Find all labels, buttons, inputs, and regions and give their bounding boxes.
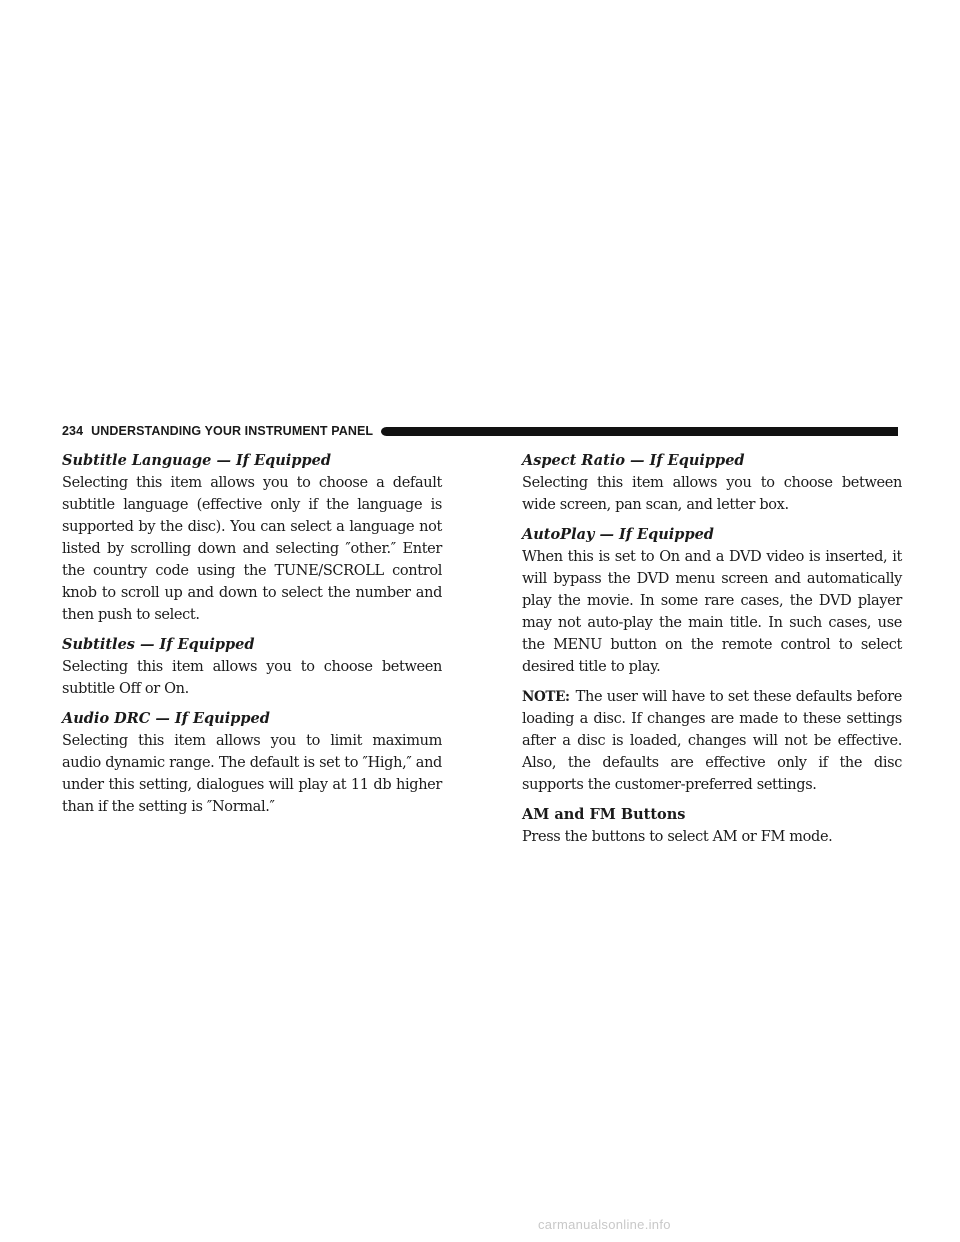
section-heading: Audio DRC — If Equipped: [62, 710, 270, 727]
section-title: UNDERSTANDING YOUR INSTRUMENT PANEL: [91, 424, 374, 438]
header-rule: [381, 427, 898, 436]
right-column: [522, 450, 902, 856]
section-am-fm-buttons: [522, 804, 902, 848]
section-body: Selecting this item allows you to choose between subtitle Off or On.: [62, 659, 442, 697]
section-heading: AM and FM Buttons: [522, 806, 686, 823]
note-label: NOTE:: [522, 689, 570, 705]
watermark-text: carmanualsonline.info: [538, 1217, 671, 1232]
section-subtitle-language: [62, 450, 442, 626]
section-heading: Aspect Ratio — If Equipped: [522, 452, 745, 469]
section-audio-drc: [62, 708, 442, 818]
section-body: Selecting this item allows you to choose a default subtitle language (effective only if the language is supported by the disc). You can select a language not listed by scrolling down and selecting ″other.″ Enter the country code using the TUNE/SCROLL control knob to scroll up and down to select the number and then push to select.: [62, 475, 442, 623]
section-subtitles: [62, 634, 442, 700]
section-body: Selecting this item allows you to limit maximum audio dynamic range. The default is set to ″High,″ and under this setting, dialogues will play at 11 db higher than if the setting is ″Normal.″: [62, 733, 442, 815]
page-number: 234: [62, 424, 84, 438]
section-heading: Subtitles — If Equipped: [62, 636, 255, 653]
section-body: Press the buttons to select AM or FM mode.: [522, 829, 833, 845]
section-heading: AutoPlay — If Equipped: [522, 526, 714, 543]
note-block: [522, 686, 902, 796]
section-body: Selecting this item allows you to choose between wide screen, pan scan, and letter box.: [522, 475, 902, 513]
section-autoplay: [522, 524, 902, 678]
section-body: When this is set to On and a DVD video is inserted, it will bypass the DVD menu screen and automatically play the movie. In some rare cases, the DVD player may not auto-play the main title. In such cases, use the MENU button on the remote control to select desired title to play.: [522, 549, 902, 675]
section-aspect-ratio: [522, 450, 902, 516]
note-body: The user will have to set these defaults before loading a disc. If changes are made to these settings after a disc is loaded, changes will not be effective. Also, the defaults are effective only if the disc supports the customer-preferred settings.: [522, 689, 902, 793]
left-column: [62, 450, 442, 826]
page-header: [62, 424, 898, 438]
note-text: [522, 686, 902, 796]
section-heading: Subtitle Language — If Equipped: [62, 452, 331, 469]
